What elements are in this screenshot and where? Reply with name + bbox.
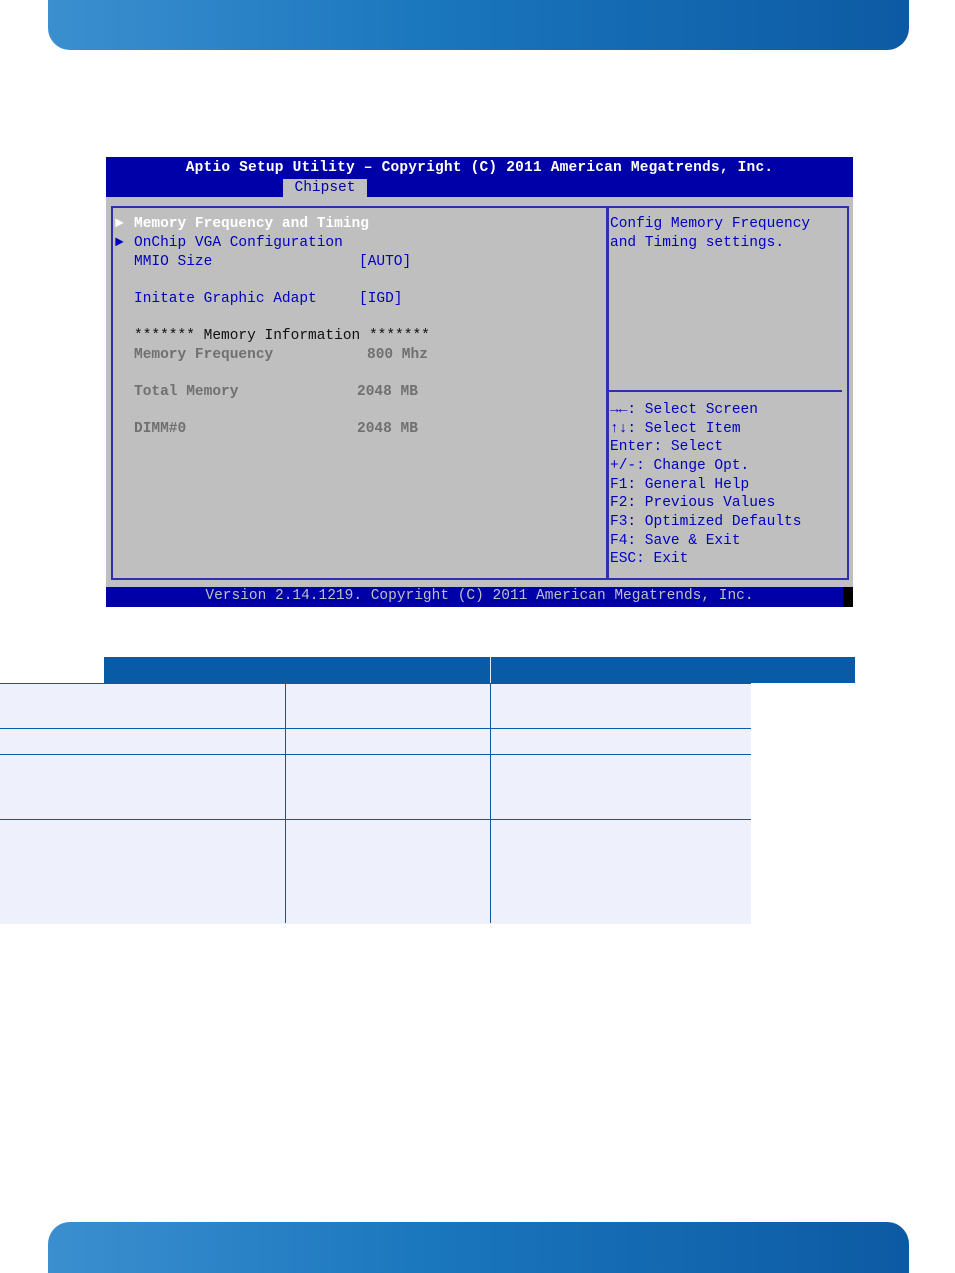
bios-footer bbox=[106, 587, 853, 607]
menu-item-initiate-graphic-adapter[interactable]: Initate Graphic Adapt bbox=[134, 291, 317, 307]
help-key-previous-values: F2: Previous Values bbox=[610, 495, 776, 511]
help-description: Config Memory Frequency bbox=[610, 216, 811, 232]
table-header bbox=[104, 657, 855, 683]
column-divider bbox=[285, 683, 286, 923]
graphic-adapter-value[interactable]: [IGD] bbox=[359, 291, 403, 307]
memory-info-heading: ******* Memory Information ******* bbox=[134, 328, 430, 344]
bios-title: Aptio Setup Utility – Copyright (C) 2011 American Megatrends, Inc. bbox=[185, 160, 774, 176]
help-key-save-exit: F4: Save & Exit bbox=[610, 533, 741, 549]
menu-item-onchip-vga[interactable]: OnChip VGA Configuration bbox=[134, 235, 343, 251]
total-memory-label: Total Memory bbox=[134, 384, 239, 400]
column-divider bbox=[490, 683, 491, 923]
total-memory-value: 2048 MB bbox=[357, 384, 418, 400]
help-description: and Timing settings. bbox=[610, 235, 785, 251]
bios-screenshot bbox=[106, 157, 853, 607]
help-key-optimized-defaults: F3: Optimized Defaults bbox=[610, 514, 802, 530]
header-divider bbox=[490, 657, 491, 683]
mmio-size-value[interactable]: [AUTO] bbox=[359, 254, 412, 270]
bios-version: Version 2.14.1219. Copyright (C) 2011 American Megatrends, Inc. bbox=[205, 588, 754, 604]
help-key-select-screen: →←: Select Screen bbox=[610, 402, 758, 418]
table-row bbox=[0, 754, 751, 820]
dimm0-value: 2048 MB bbox=[357, 421, 418, 437]
menu-item-mmio-size[interactable]: MMIO Size bbox=[134, 254, 213, 270]
help-divider bbox=[609, 390, 842, 392]
table-row bbox=[0, 683, 751, 729]
help-key-general-help: F1: General Help bbox=[610, 477, 750, 493]
memory-frequency-value: 800 Mhz bbox=[367, 347, 428, 363]
bios-header bbox=[106, 157, 853, 197]
help-key-enter: Enter: Select bbox=[610, 439, 724, 455]
memory-frequency-label: Memory Frequency bbox=[134, 347, 274, 363]
dimm0-label: DIMM#0 bbox=[134, 421, 187, 437]
help-key-esc-exit: ESC: Exit bbox=[610, 551, 689, 567]
arrow-right-icon: ► bbox=[115, 235, 124, 251]
menu-item-memory-frequency-timing[interactable]: Memory Frequency and Timing bbox=[134, 216, 369, 232]
help-key-change-opt: +/-: Change Opt. bbox=[610, 458, 750, 474]
tab-chipset[interactable]: Chipset bbox=[283, 179, 367, 197]
help-key-select-item: ↑↓: Select Item bbox=[610, 421, 741, 437]
header-banner bbox=[48, 0, 909, 50]
table-row bbox=[0, 819, 751, 924]
table-row bbox=[0, 728, 751, 755]
footer-banner bbox=[48, 1222, 909, 1273]
footer-corner bbox=[843, 587, 853, 607]
arrow-right-icon: ► bbox=[115, 216, 124, 232]
